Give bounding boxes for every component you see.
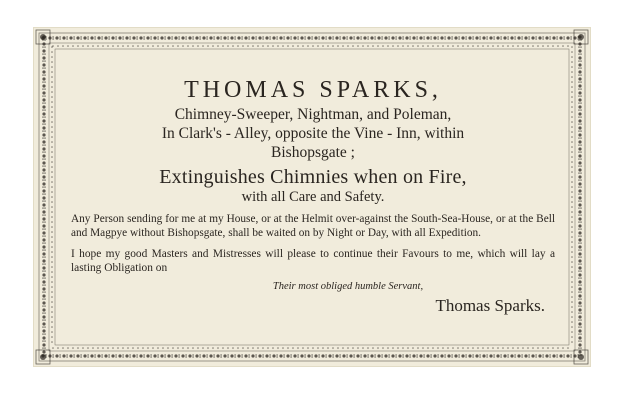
paragraph-request: I hope my good Masters and Mistresses will please to continue their Favours to me, which will lay a lasting Obligation on <box>71 248 555 274</box>
signature: Thomas Sparks. <box>435 296 545 315</box>
headline: Extinguishes Chimnies when on Fire, <box>159 166 467 188</box>
trade-card <box>33 27 591 367</box>
card-title: THOMAS SPARKS, <box>184 77 442 103</box>
subheadline: with all Care and Safety. <box>241 189 385 205</box>
occupation-line: Chimney-Sweeper, Nightman, and Poleman, <box>174 106 452 123</box>
address-line-1: In Clark's - Alley, opposite the Vine - Inn, within <box>161 125 465 142</box>
address-line-2: Bishopsgate ; <box>271 144 355 161</box>
card-text <box>71 69 555 344</box>
closing-line: Their most obliged humble Servant, <box>272 281 424 292</box>
paragraph-contact: Any Person sending for me at my House, or at the Helmit over-against the South-Sea-House, or at the Bell and Magpye without Bishopsgate, shall be waited on by Night or Day, with all Expedition. <box>71 213 555 239</box>
